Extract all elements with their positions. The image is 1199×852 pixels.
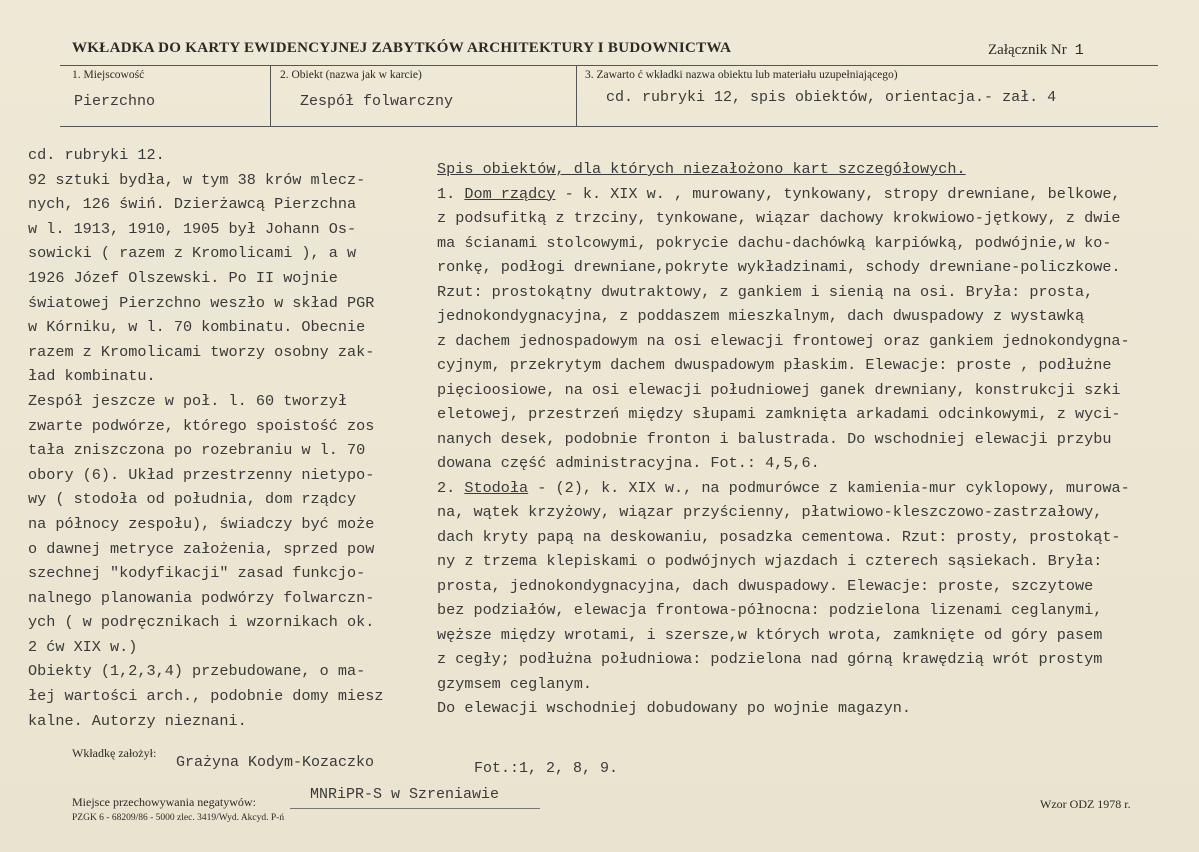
item-2-line: z cegły; podłużna południowa: podzielona nad górną krawędzią wrót prostym xyxy=(437,650,1103,668)
item-2-title: Stodoła xyxy=(464,478,529,497)
item-1-title: Dom rządcy xyxy=(464,184,556,203)
item-2-line: Do elewacji wschodniej dobudowany po wojnie magazyn. xyxy=(437,699,911,717)
locality-value: Pierzchno xyxy=(74,93,156,110)
history-line: o dawnej metryce założenia, sprzed pow xyxy=(28,539,375,558)
locality-label: 1. Miejscowość xyxy=(72,69,145,81)
field-divider-1 xyxy=(270,65,271,126)
history-line: ład kombinatu. xyxy=(28,367,156,386)
item-1-line: dowana część administracyjna. Fot.: 4,5,6. xyxy=(437,454,820,472)
prepared-by-label: Wkładkę założył: xyxy=(72,746,157,760)
printer-imprint: PZGK 6 - 68209/86 - 5000 zlec. 3419/Wyd. Akcyd. P-ń xyxy=(72,813,285,823)
history-line: 2 ćw XIX w.) xyxy=(28,637,138,656)
object-label: 2. Obiekt (nazwa jak w karcie) xyxy=(280,69,422,81)
item-1-line: nanych desek, podobnie fronton i balustrada. Do wschodniej elewacji przybu xyxy=(437,429,1112,448)
item-1-line: cyjnym, przekrytym dachem dwuspadowym płaskim. Elewacje: proste , podłużne xyxy=(437,356,1112,374)
history-line: nalnego planowania podwórzy folwarczn- xyxy=(28,588,375,607)
object-list-heading: Spis obiektów, dla których niezałożono kart szczegółowych. xyxy=(437,160,966,178)
history-line: Obiekty (1,2,3,4) przebudowane, o ma- xyxy=(28,662,366,681)
field-divider-2 xyxy=(576,65,577,126)
annex-number xyxy=(988,42,1084,59)
history-line: obory (6). Układ przestrzenny nietypo- xyxy=(28,465,375,484)
item-2-text: - (2), k. XIX w., na podmurówce z kamienia-mur cyklopowy, murowa- xyxy=(528,478,1130,497)
negatives-underline xyxy=(290,808,540,809)
history-text xyxy=(28,143,428,733)
contents-value: cd. rubryki 12, spis obiektów, orientacja.- zał. 4 xyxy=(606,89,1057,106)
item-2-line: na, wątek krzyżowy, wiązar przyścienny, płatwiowo-kleszczowo-zastrzałowy, xyxy=(437,503,1103,521)
form-model: Wzor ODZ 1978 r. xyxy=(1040,797,1131,811)
object-list xyxy=(437,157,1197,721)
history-line: nych, 126 świń. Dzierżawcą Pierzchna xyxy=(28,195,357,214)
item-1-line: eletowej, przestrzeń między słupami zamknięta arkadami odcinkowymi, z wyci- xyxy=(437,405,1121,423)
history-line: 1926 Józef Olszewski. Po II wojnie xyxy=(28,268,338,287)
header-rule-top xyxy=(60,65,1158,66)
item-1-first-line: 1. Dom rządcy - k. XIX w. , murowany, tynkowany, stropy drewniane, belkowe, xyxy=(437,184,1121,203)
item-2-line: bez podziałów, elewacja frontowa-północna: podzielona lizenami ceglanymi, xyxy=(437,601,1103,619)
history-line: tała zniszczona po rozebraniu w l. 70 xyxy=(28,441,366,460)
item-2-line: prosta, jednokondygnacyjna, dach dwuspadowy. Elewacje: proste, szczytowe xyxy=(437,576,1094,595)
negatives-location: MNRiPR-S w Szreniawie xyxy=(310,786,500,803)
item-1-text: - k. XIX w. , murowany, tynkowany, stropy drewniane, belkowe, xyxy=(555,184,1121,203)
history-line: 92 sztuki bydła, w tym 38 krów mlecz- xyxy=(28,170,366,189)
item-1-line: Rzut: prostokątny dwutraktowy, z gankiem i sienią na osi. Bryła: prosta, xyxy=(437,282,1094,301)
item-2-line: węższe między wrotami, i szersze,w których wrota, zamknięte od góry pasem xyxy=(437,625,1103,644)
history-line: na północy zespołu), świadczy być może xyxy=(28,514,375,533)
header-rule-bottom xyxy=(60,126,1158,127)
item-1-line: pięcioosiowe, na osi elewacji południowej ganek drewniany, konstrukcji szki xyxy=(437,380,1121,399)
annex-number-value: 1 xyxy=(1074,42,1084,59)
item-2-line: gzymsem ceglanym. xyxy=(437,674,592,693)
contents-label: 3. Zawarto ć wkładki nazwa obiektu lub materiału uzupełniającego) xyxy=(585,69,898,81)
item-1-line: ma ścianami stolcowymi, pokrycie dachu-dachówką karpiówką, podwójnie,w ko- xyxy=(437,233,1112,252)
history-line: w l. 1913, 1910, 1905 był Johann Os- xyxy=(28,219,357,238)
history-line: ych ( w podręcznikach i wzornikach ok. xyxy=(28,613,375,632)
history-line: wy ( stodoła od południa, dom rządcy xyxy=(28,490,357,509)
author-name: Grażyna Kodym-Kozaczko xyxy=(176,754,375,771)
item-1-line: jednokondygnacyjna, z poddaszem mieszkalnym, dach dwuspadowy z wystawką xyxy=(437,307,1085,325)
history-line: sowicki ( razem z Kromolicami ), a w xyxy=(28,244,357,263)
history-line: razem z Kromolicami tworzy osobny zak- xyxy=(28,342,375,361)
history-line: w Kórniku, w l. 70 kombinatu. Obecnie xyxy=(28,318,366,337)
history-line: cd. rubryki 12. xyxy=(28,146,165,164)
history-line: Zespół jeszcze w poł. l. 60 tworzył xyxy=(28,391,347,410)
annex-label: Załącznik Nr xyxy=(988,42,1067,58)
item-2-line: dach kryty papą na deskowaniu, posadzka cementowa. Rzut: prosty, prostokąt- xyxy=(437,527,1121,546)
history-line: szechnej "kodyfikacji" zasad funkcjo- xyxy=(28,564,366,583)
history-line: światowej Pierzchno weszło w skład PGR xyxy=(28,293,375,312)
item-1-line: z dachem jednospadowym na osi elewacji frontowej oraz gankiem jednokondygna- xyxy=(437,331,1130,350)
history-line: łej wartości arch., podobnie domy miesz xyxy=(28,687,384,706)
item-2-first-line: 2. Stodoła - (2), k. XIX w., na podmurówce z kamienia-mur cyklopowy, murowa- xyxy=(437,478,1130,497)
history-line: zwarte podwórze, którego spoistość zos xyxy=(28,416,375,435)
item-2-line: ny z trzema klepiskami o podwójnych wjazdach i czterech sąsiekach. Bryła: xyxy=(437,552,1103,570)
photos-ref: Fot.:1, 2, 8, 9. xyxy=(474,760,619,777)
item-1-line: z podsufitką z trzciny, tynkowane, wiązar dachowy krokwiowo-jętkowy, z dwie xyxy=(437,209,1121,227)
form-title: WKŁADKA DO KARTY EWIDENCYJNEJ ZABYTKÓW ARCHITEKTURY I BUDOWNICTWA xyxy=(72,40,732,56)
negatives-label: Miejsce przechowywania negatywów: xyxy=(72,795,256,809)
history-line: kalne. Autorzy nieznani. xyxy=(28,711,247,730)
item-1-line: ronkę, podłogi drewniane,pokryte wykładzinami, schody drewniane-policzkowe. xyxy=(437,258,1121,276)
object-value: Zespół folwarczny xyxy=(300,93,454,110)
